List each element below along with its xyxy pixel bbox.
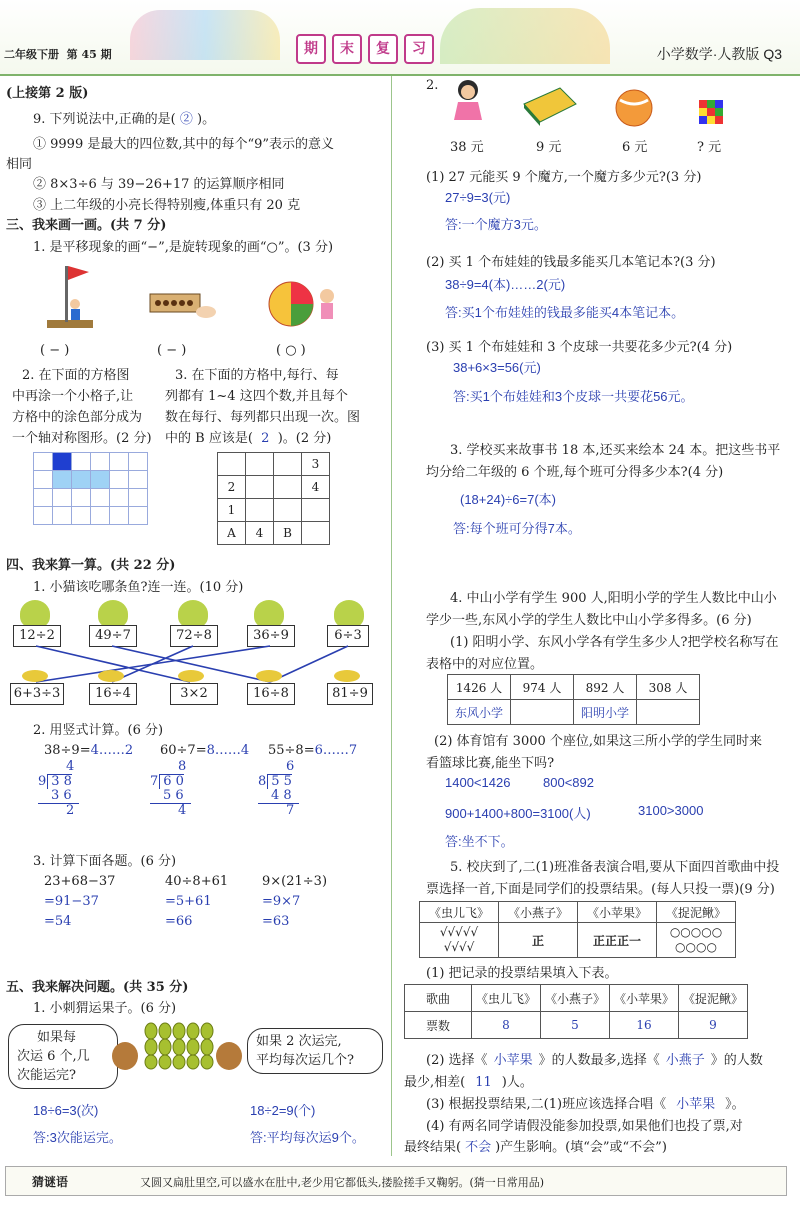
r-q3-calc: (18+24)÷6=7(本) xyxy=(460,492,557,507)
subject-label: 小学数学·人教版 Q3 xyxy=(656,46,782,62)
r-p2-calc: 38÷9=4(本)……2(元) xyxy=(445,277,566,292)
solution-1: 18÷6=3(次) xyxy=(33,1103,99,1118)
r-q4-sum: 900+1400+800=3100(人) xyxy=(445,806,591,821)
q9-option2: ② 8×3÷6 与 39−26+17 的运算顺序相同 xyxy=(33,177,285,192)
section-5-heading: 五、我来解决问题。(共 35 分) xyxy=(6,980,189,995)
r-q4b: (2) 体育馆有 3000 个座位,如果这三所小学的学生同时来 看篮球比赛,能坐下吗? xyxy=(426,734,763,771)
r-p2: (2) 买 1 个布娃娃的钱最多能买几本笔记本?(3 分) xyxy=(426,255,716,270)
r-q5-p3: (3) 根据投票结果,二(1)班应该选择合唱《 小苹果 》。 xyxy=(426,1097,745,1112)
fish-icon xyxy=(178,670,204,682)
r-p1-calc: 27÷9=3(元) xyxy=(445,190,511,205)
s4-q2: 2. 用竖式计算。(6 分) xyxy=(33,723,164,738)
price-notebook: 9 元 xyxy=(536,140,562,155)
r-p1-answer: 答:一个魔方3元。 xyxy=(445,217,547,232)
q9-option3: ③ 上二年级的小亮长得特别瘦,体重只有 20 克 xyxy=(33,198,301,213)
long-division-3: 6 8 5 5 4 8 7 xyxy=(258,760,318,820)
flag-raising-picture xyxy=(45,262,95,330)
cat-icon xyxy=(254,600,284,628)
q9-option1: ① 9999 是最大的四位数,其中的每个“9”表示的意义 xyxy=(33,137,335,152)
r-q3-answer: 答:每个班可分得7本。 xyxy=(453,521,581,536)
speech-bubble-1: 如果每 次运 6 个,几 次能运完? xyxy=(8,1024,118,1089)
fish-icon xyxy=(22,670,48,682)
mark-wheel: ( ○ ) xyxy=(276,343,306,358)
r-q4-compare3: 3100>3000 xyxy=(638,803,704,818)
long-division-2: 8 7 6 0 5 6 4 xyxy=(150,760,210,820)
s5-q1: 1. 小刺猬运果子。(6 分) xyxy=(33,1001,177,1016)
r-q4-answer: 答:坐不下。 xyxy=(445,834,514,849)
vote-table: 歌曲 《虫儿飞》 《小燕子》 《小苹果》 《捉泥鳅》 票数 8 5 16 9 xyxy=(404,984,748,1039)
s3-q3: 3. 在下面的方格中,每行、每 列都有 1~4 这四个数,并且每个 数在每行、每列都只出现一次。图 中的 B 应该是( 2 )。(2 分) xyxy=(165,368,361,446)
riddle-label: 猜谜语 xyxy=(32,1175,69,1189)
school-table: 1426 人 974 人 892 人 308 人 东风小学 阳明小学 xyxy=(447,674,700,725)
cat-expression: 72÷8 xyxy=(170,625,218,647)
cat-icon xyxy=(334,600,364,628)
r-q2: 2. xyxy=(426,78,439,93)
fish-icon xyxy=(98,670,124,682)
s3-q1: 1. 是平移现象的画“−”,是旋转现象的画“○”。(3 分) xyxy=(33,240,334,255)
r-p1: (1) 27 元能买 9 个魔方,一个魔方多少元?(3 分) xyxy=(426,170,702,185)
number-grid: 3 2 4 1 A 4 B xyxy=(217,452,330,545)
review-title xyxy=(296,34,434,64)
cat-expression: 12÷2 xyxy=(13,625,61,647)
r-q4: 4. 中山小学有学生 900 人,阳明小学的学生人数比中山小 学少一些,东风小学的学生人数比中山小学多得多。(6 分) (1) 阳明小学、东风小学各有学生多少人?把学校名称写在 表格中的对应位置。 xyxy=(426,591,779,672)
q9-stem: 9. 下列说法中,正确的是( ② )。 xyxy=(33,112,216,127)
r-q5: 5. 校庆到了,二(1)班准备表演合唱,要从下面四首歌曲中投 票选择一首,下面是同学们的投票结果。(每人只投一票)(9 分) xyxy=(426,860,780,897)
fish-expression: 81÷9 xyxy=(327,683,373,705)
r-q4-compare1: 1400<1426 xyxy=(445,775,511,790)
r-q4-compare2: 800<892 xyxy=(543,775,594,790)
tally-table: 《虫儿飞》 《小燕子》 《小苹果》 《捉泥鳅》 √√√√√ √√√√ 正 正正正一 ○○○○○ ○○○○ xyxy=(419,901,736,958)
fish-expression: 3×2 xyxy=(170,683,218,705)
magic-cube-picture xyxy=(697,98,725,126)
title-char: 末 xyxy=(332,34,362,64)
cat-icon xyxy=(178,600,208,628)
speech-bubble-2: 如果 2 次运完, 平均每次运几个? xyxy=(247,1028,383,1074)
castle-illustration xyxy=(130,10,280,60)
continue-note: (上接第 2 版) xyxy=(6,86,89,101)
fish-icon xyxy=(256,670,282,682)
notebook-picture xyxy=(520,84,580,128)
calc-3: 9×(21÷3) =9×7 =63 xyxy=(262,874,328,929)
price-ball: 6 元 xyxy=(622,140,648,155)
title-char: 习 xyxy=(404,34,434,64)
fish-expression: 6+3÷3 xyxy=(10,683,64,705)
spinning-wheel-picture xyxy=(265,278,345,334)
title-char: 复 xyxy=(368,34,398,64)
division-1: 38÷9=4……2 xyxy=(44,743,134,758)
hedgehog-icon xyxy=(216,1042,242,1070)
r-q5-p2: (2) 选择《 小苹果 》的人数最多,选择《 小燕子 》的人数 xyxy=(426,1053,763,1068)
answer-1: 答:3次能运完。 xyxy=(33,1130,122,1145)
s4-q3: 3. 计算下面各题。(6 分) xyxy=(33,854,177,869)
price-cube: ? 元 xyxy=(697,140,722,155)
fish-icon xyxy=(334,670,360,682)
mark-abacus: ( − ) xyxy=(157,343,187,358)
abacus-picture xyxy=(148,288,218,328)
hedgehog-icon xyxy=(112,1042,138,1070)
section-3-heading: 三、我来画一画。(共 7 分) xyxy=(6,218,167,233)
r-q5-p2-cont: 最少,相差( 11 )人。 xyxy=(404,1075,533,1090)
section-4-heading: 四、我来算一算。(共 22 分) xyxy=(6,558,176,573)
calc-2: 40÷8+61 =5+61 =66 xyxy=(165,874,229,929)
tiger-illustration xyxy=(440,8,610,64)
s4-q1: 1. 小猫该吃哪条鱼?连一连。(10 分) xyxy=(33,580,244,595)
r-q5-p4: (4) 有两名同学请假没能参加投票,如果他们也投了票,对 xyxy=(426,1119,743,1134)
r-q5-p4-cont: 最终结果( 不会 )产生影响。(填“会”或“不会”) xyxy=(404,1140,667,1155)
symmetry-grid xyxy=(33,452,148,525)
ball-picture xyxy=(614,88,654,128)
r-p3-answer: 答:买1个布娃娃和3个皮球一共要花56元。 xyxy=(453,389,694,404)
r-p2-answer: 答:买1个布娃娃的钱最多能买4本笔记本。 xyxy=(445,305,685,320)
fruit-pile-picture xyxy=(143,1022,215,1070)
cat-expression: 36÷9 xyxy=(247,625,295,647)
r-p3: (3) 买 1 个布娃娃和 3 个皮球一共要花多少元?(4 分) xyxy=(426,340,733,355)
doll-picture xyxy=(448,78,488,130)
answer-2: 答:平均每次运9个。 xyxy=(250,1130,365,1145)
r-q5-p1: (1) 把记录的投票结果填入下表。 xyxy=(426,966,618,981)
r-p3-calc: 38+6×3=56(元) xyxy=(453,360,541,375)
grade-issue: 二年级下册 第 45 期 xyxy=(4,48,112,61)
long-division-1: 4 9 3 8 3 6 2 xyxy=(38,760,98,820)
fish-expression: 16÷8 xyxy=(247,683,295,705)
q9-option1-cont: 相同 xyxy=(6,157,33,172)
cat-expression: 6÷3 xyxy=(327,625,369,647)
fish-expression: 16÷4 xyxy=(89,683,137,705)
solution-2: 18÷2=9(个) xyxy=(250,1103,316,1118)
s3-q2: 2. 在下面的方格图 中再涂一个小格子,让 方格中的涂色部分成为 一个轴对称图形。(2 分) xyxy=(12,368,152,446)
title-char: 期 xyxy=(296,34,326,64)
r-q3: 3. 学校买来故事书 18 本,还买来绘本 24 本。把这些书平 均分给二年级的 6 个班,每个班可分得多少本?(4 分) xyxy=(426,443,781,480)
price-doll: 38 元 xyxy=(450,140,484,155)
mark-flag: ( − ) xyxy=(40,343,70,358)
calc-1: 23+68−37 =91−37 =54 xyxy=(44,874,116,929)
cat-icon xyxy=(20,600,50,628)
cat-expression: 49÷7 xyxy=(89,625,137,647)
division-2: 60÷7=8……4 xyxy=(160,743,250,758)
division-3: 55÷8=6……7 xyxy=(268,743,358,758)
column-divider xyxy=(391,76,392,1156)
cat-icon xyxy=(98,600,128,628)
riddle-text: 又圆又扁肚里空,可以盛水在肚中,老少用它都低头,搂脸搓手又鞠躬。(猜一日常用品) xyxy=(140,1176,545,1189)
